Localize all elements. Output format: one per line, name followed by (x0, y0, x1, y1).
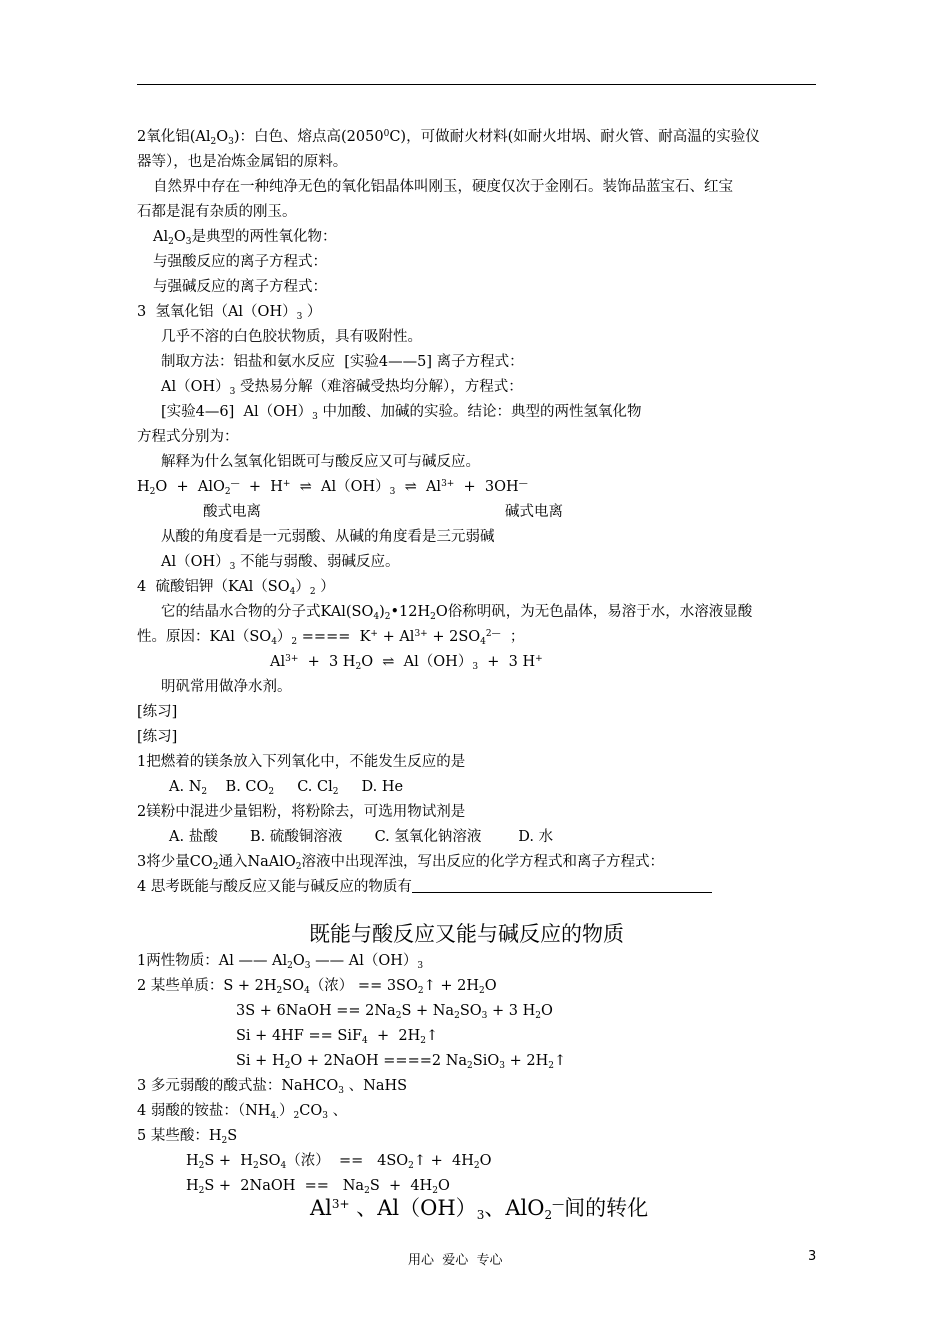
amphoteric-oxide: $Al_2O_3$是典型的两性氧化物： (153, 229, 337, 247)
hydroxide-prep: 制取方法：铝盐和氨水反应 [实验4——5] 离子方程式： (161, 354, 524, 370)
alum-use: 明矾常用做净水剂。 (161, 679, 292, 695)
amphoteric-substances: 1两性物质：Al —— $Al_2O_3$ —— $Al(OH)_3$ (137, 953, 424, 971)
explain-question: 解释为什么氢氧化铝既可与酸反应又可与碱反应。 (161, 454, 480, 470)
corundum-line-2: 石都是混有杂质的刚玉。 (137, 204, 297, 220)
certain-acids: 5 某些酸：$H_2S$ (137, 1128, 238, 1146)
hydroxide-experiment: [实验4—6] $Al(OH)_3$ 中加酸、加碱的实验。结论：典型的两性氢氧化物 (161, 404, 642, 422)
hydroxide-desc: 几乎不溶的白色胶状物质，具有吸附性。 (161, 329, 422, 345)
weak-acid-base: 从酸的角度看是一元弱酸、从碱的角度看是三元弱碱 (161, 529, 495, 545)
ammonium-salts: 4 弱酸的铵盐：$(NH_{4.})_2CO_3$ 、 (137, 1103, 348, 1121)
practice-heading-1: [练习] (137, 704, 178, 720)
elements-reaction-1: 2 某些单质：$S + 2H_2SO_4$（浓） == $3SO_2↑ + 2H_2O$ (137, 978, 497, 996)
equations-label: 方程式分别为： (137, 429, 239, 445)
elements-reaction-2: 3S + 6NaOH == $2Na_2S + Na_2SO_3 + 3$ $H_2O$ (236, 1003, 553, 1021)
page-number: 3 (808, 1249, 817, 1264)
alumina-line-1: 2氧化铝$(Al_2O_3)$：白色、熔点高(2050$^0$C)，可做耐火材料(如耐火坩埚、耐火管、耐高温的实验仪 (137, 129, 760, 147)
h2s-reaction-2: $H_2S$ + 2NaOH == $Na_2S + 4H_2O$ (186, 1178, 450, 1196)
practice-heading-2: [练习] (137, 729, 178, 745)
elements-reaction-4: $Si + H_2O$ + 2NaOH ====2 $Na_2SiO_3$ + $2H_2↑$ (236, 1053, 567, 1071)
question-1: 1把燃着的镁条放入下列氧化中，不能发生反应的是 (137, 754, 466, 770)
question-2-options: A. 盐酸 B. 硫酸铜溶液 C. 氢氧化钠溶液 D. 水 (169, 829, 554, 845)
alum-desc-1: 它的结晶水合物的分子式$KAl(SO_4)_2•12H_2O$俗称明矾，为无色晶体，易溶于水，水溶液显酸 (161, 604, 753, 622)
question-4: 4 思考既能与酸反应又能与碱反应的物质有 (137, 878, 712, 896)
strong-base-equation: 与强碱反应的离子方程式： (153, 279, 327, 295)
hydrolysis-equation: $Al^{3+} + 3$ $H_2O$ ⇌ $Al(OH)_3 + 3$ H+ (270, 654, 543, 672)
elements-reaction-3: $Si + 4HF == SiF_4 + 2H_2↑$ (236, 1028, 439, 1046)
acid-salts: 3 多元弱酸的酸式盐：NaHCO$_3$ 、NaHS (137, 1078, 408, 1096)
section-title: 既能与酸反应又能与碱反应的物质 (309, 922, 624, 946)
ionization-equation: $H_2O + AlO_2^— + H^+$ ⇌ $Al(OH)_3$ ⇌ $Al^{3+} + 3OH^—$ (137, 479, 528, 497)
question-2: 2镁粉中混进少量铝粉，将粉除去，可选用物试剂是 (137, 804, 466, 820)
acid-ionization-label: 酸式电离 (203, 504, 261, 520)
hydroxide-decomp: $Al(OH)_3$ 受热易分解（难溶碱受热均分解），方程式： (161, 379, 523, 397)
footer-motto: 用心 爱心 专心 (408, 1253, 503, 1268)
base-ionization-label: 碱式电离 (505, 504, 563, 520)
alum-desc-2: 性。原因：$KAl(SO_4)_2$ ==== $K^+ + Al^{3+} + 2SO_4^{2—}$ ； (137, 629, 525, 647)
no-weak-reaction: $Al(OH)_3$ 不能与弱酸、弱碱反应。 (161, 554, 400, 572)
answer-blank (412, 878, 712, 893)
h2s-reaction-1: $H_2S + H_2SO_4$（浓） == $4SO_2↑ + 4H_2O$ (186, 1153, 492, 1171)
strong-acid-equation: 与强酸反应的离子方程式： (153, 254, 327, 270)
section-3-heading: 3 氢氧化铝（$Al(OH)_3$ ） (137, 304, 322, 322)
corundum-line-1: 自然界中存在一种纯净无色的氧化铝晶体叫刚玉，硬度仅次于金刚石。装饰品蓝宝石、红宝 (153, 179, 733, 195)
conversion-title: $Al^{3+}$ 、$Al(OH)_3$、AlO$_2$—间的转化 (310, 1196, 649, 1222)
header-rule (137, 84, 816, 85)
section-4-heading: 4 硫酸铝钾（$KAl(SO_4)_2$ ） (137, 579, 335, 597)
alumina-line-2: 器等），也是冶炼金属铝的原料。 (137, 154, 348, 170)
question-1-options: A. $N_2$ B. $CO_2$ C. $Cl_2$ D. He (169, 779, 404, 797)
question-3: 3将少量$CO_2$通入NaAlO$_2$溶液中出现浑浊，写出反应的化学方程式和离子方程式： (137, 854, 665, 872)
